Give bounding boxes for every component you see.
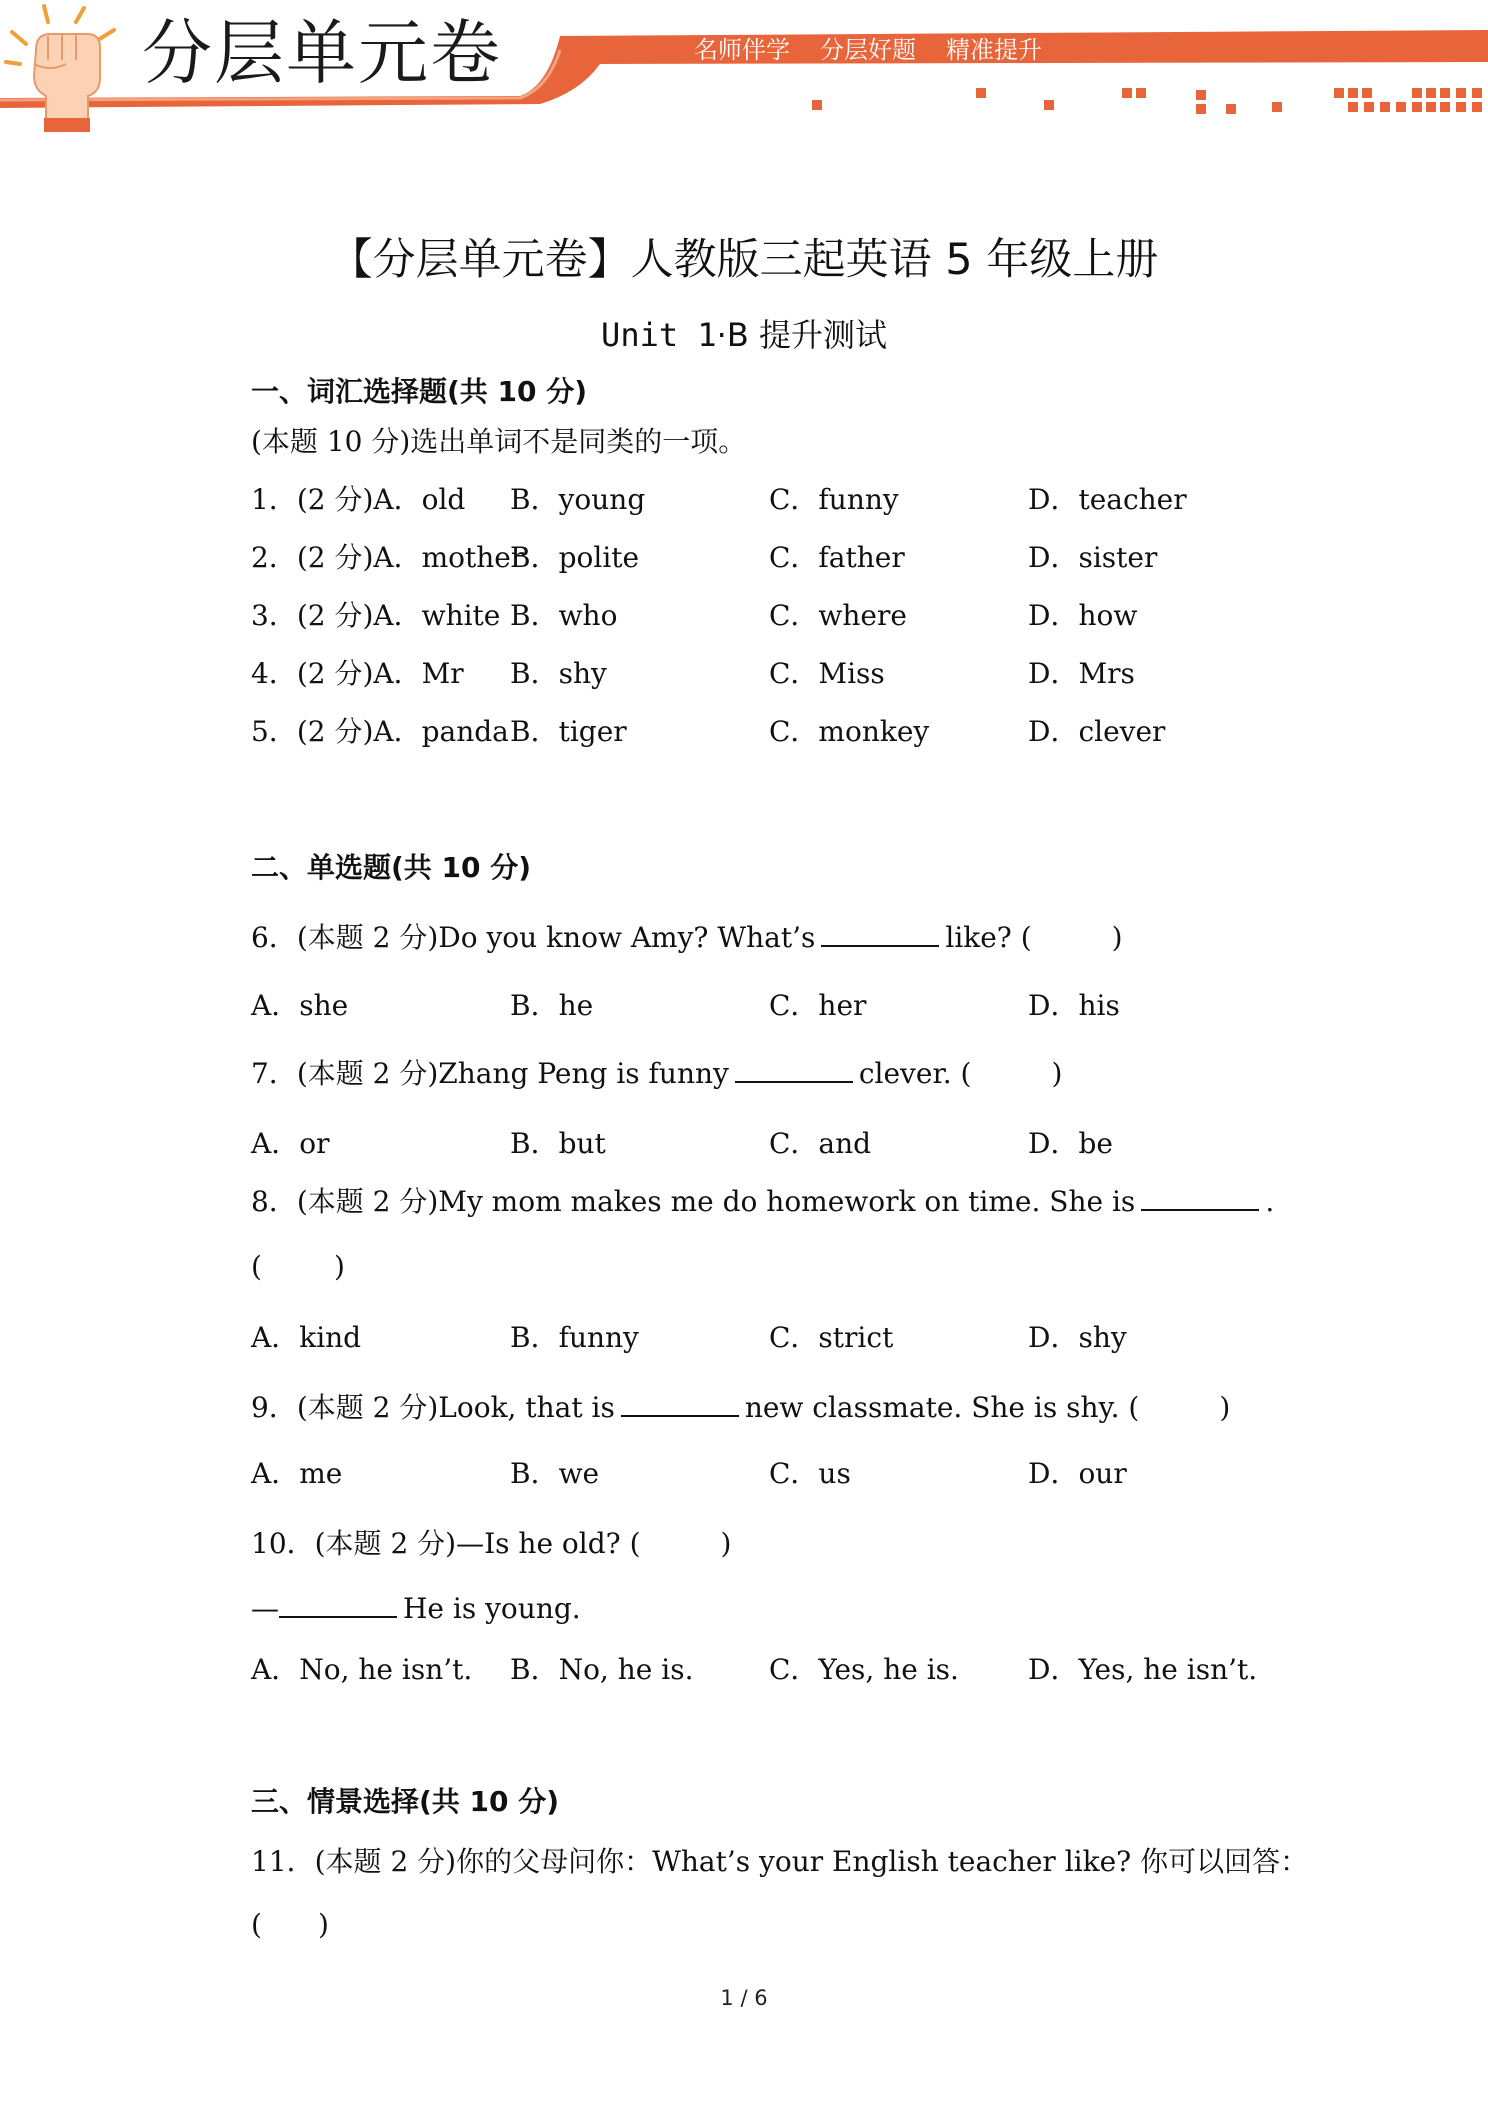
q8-option-c: C．strict — [769, 1321, 894, 1354]
q6-option-c: C．her — [769, 989, 867, 1022]
slogan-3: 精准提升 — [946, 36, 1042, 64]
q8-stem — [251, 1180, 1274, 1220]
q8-paren — [251, 1250, 345, 1283]
q5-option-a: 5．(2 分)A．panda — [251, 715, 509, 748]
q9-stem-text-2: new classmate. She is shy. ( — [744, 1391, 1140, 1424]
page-number: 1 / 6 — [720, 1986, 768, 2010]
q9-option-c: C．us — [769, 1457, 851, 1490]
q5-option-c: C．monkey — [769, 715, 930, 748]
q9-option-a: A．me — [251, 1457, 343, 1490]
q3-option-a: 3．(2 分)A．white — [251, 599, 501, 632]
page-subtitle — [0, 310, 1488, 356]
q8-paren-close: ) — [333, 1250, 345, 1283]
section-heading-3: 三、情景选择(共 10 分) — [251, 1785, 560, 1818]
q1-option-b: B．young — [510, 483, 646, 516]
header-banner — [0, 0, 1488, 140]
q2-option-c: C．father — [769, 541, 905, 574]
q11-paren-close: ) — [317, 1908, 329, 1941]
answer-blank — [821, 919, 939, 947]
q8-stem-text-2: . — [1265, 1185, 1275, 1218]
answer-blank — [621, 1389, 739, 1417]
answer-blank — [279, 1590, 397, 1618]
q7-stem-text-3: ) — [1051, 1057, 1063, 1090]
q11-stem: 11．(本题 2 分)你的父母问你：What’s your English teacher like? 你可以回答： — [251, 1845, 1309, 1878]
slogan-1: 名师伴学 — [694, 36, 790, 64]
answer-blank — [1141, 1183, 1259, 1211]
subtitle-rest: ·B 提升测试 — [716, 316, 887, 354]
subtitle-unit: Unit 1 — [601, 316, 717, 354]
q10-stem — [251, 1522, 731, 1562]
q6-stem-text-3: ) — [1111, 921, 1123, 954]
section-heading-1: 一、词汇选择题(共 10 分) — [251, 375, 588, 408]
q7-option-a: A．or — [251, 1127, 330, 1160]
q7-stem-text-2: clever. ( — [858, 1057, 972, 1090]
q10-reply — [251, 1590, 581, 1625]
q6-stem-text-2: like? ( — [945, 921, 1032, 954]
q10-dash: — — [251, 1592, 279, 1625]
q6-option-a: A．she — [251, 989, 349, 1022]
q3-option-b: B．who — [510, 599, 618, 632]
q10-reply-text: He is young. — [403, 1592, 581, 1625]
section-instruction-1: (本题 10 分)选出单词不是同类的一项。 — [251, 425, 747, 458]
q9-stem-text-3: ) — [1219, 1391, 1231, 1424]
brand-title: 分层单元卷 — [142, 12, 502, 94]
q9-option-d: D．our — [1028, 1457, 1127, 1490]
q3-option-d: D．how — [1028, 599, 1138, 632]
q11-paren-open: ( — [251, 1908, 262, 1941]
q4-option-c: C．Miss — [769, 657, 885, 690]
q8-option-b: B．funny — [510, 1321, 639, 1354]
q6-option-d: D．his — [1028, 989, 1120, 1022]
q10-stem-text-2: ) — [720, 1527, 732, 1560]
decorative-squares — [812, 88, 1482, 114]
q4-option-a: 4．(2 分)A．Mr — [251, 657, 464, 690]
q1-option-a: 1．(2 分)A．old — [251, 483, 466, 516]
q7-stem — [251, 1052, 1062, 1092]
q9-stem-text: 9．(本题 2 分)Look, that is — [251, 1391, 615, 1424]
q8-paren-open: ( — [251, 1250, 262, 1283]
section-heading-2: 二、单选题(共 10 分) — [251, 851, 532, 884]
q10-option-d: D．Yes, he isn’t. — [1028, 1653, 1258, 1686]
q7-option-b: B．but — [510, 1127, 606, 1160]
q9-option-b: B．we — [510, 1457, 600, 1490]
q7-option-c: C．and — [769, 1127, 872, 1160]
q8-option-d: D．shy — [1028, 1321, 1127, 1354]
q9-stem — [251, 1386, 1230, 1426]
q11-paren — [251, 1908, 329, 1941]
q4-option-b: B．shy — [510, 657, 607, 690]
q10-option-b: B．No, he is. — [510, 1653, 694, 1686]
q10-option-a: A．No, he isn’t. — [251, 1653, 473, 1686]
page-title: 【分层单元卷】人教版三起英语 5 年级上册 — [329, 235, 1159, 285]
q4-option-d: D．Mrs — [1028, 657, 1135, 690]
q2-option-d: D．sister — [1028, 541, 1158, 574]
q6-stem — [251, 916, 1123, 956]
q8-option-a: A．kind — [251, 1321, 362, 1354]
q10-stem-text: 10．(本题 2 分)—Is he old? ( — [251, 1527, 641, 1560]
q1-option-d: D．teacher — [1028, 483, 1187, 516]
q1-option-c: C．funny — [769, 483, 899, 516]
q7-stem-text: 7．(本题 2 分)Zhang Peng is funny — [251, 1057, 729, 1090]
q5-option-d: D．clever — [1028, 715, 1166, 748]
q2-option-a: 2．(2 分)A．mother — [251, 541, 525, 574]
slogan-2: 分层好题 — [820, 36, 916, 64]
answer-blank — [735, 1055, 853, 1083]
q6-stem-text: 6．(本题 2 分)Do you know Amy? What’s — [251, 921, 816, 954]
q6-option-b: B．he — [510, 989, 594, 1022]
q8-stem-text: 8．(本题 2 分)My mom makes me do homework on time. She is — [251, 1185, 1136, 1218]
raised-fist-icon — [6, 6, 114, 132]
q2-option-b: B．polite — [510, 541, 640, 574]
q3-option-c: C．where — [769, 599, 907, 632]
q5-option-b: B．tiger — [510, 715, 627, 748]
q7-option-d: D．be — [1028, 1127, 1113, 1160]
q10-option-c: C．Yes, he is. — [769, 1653, 959, 1686]
